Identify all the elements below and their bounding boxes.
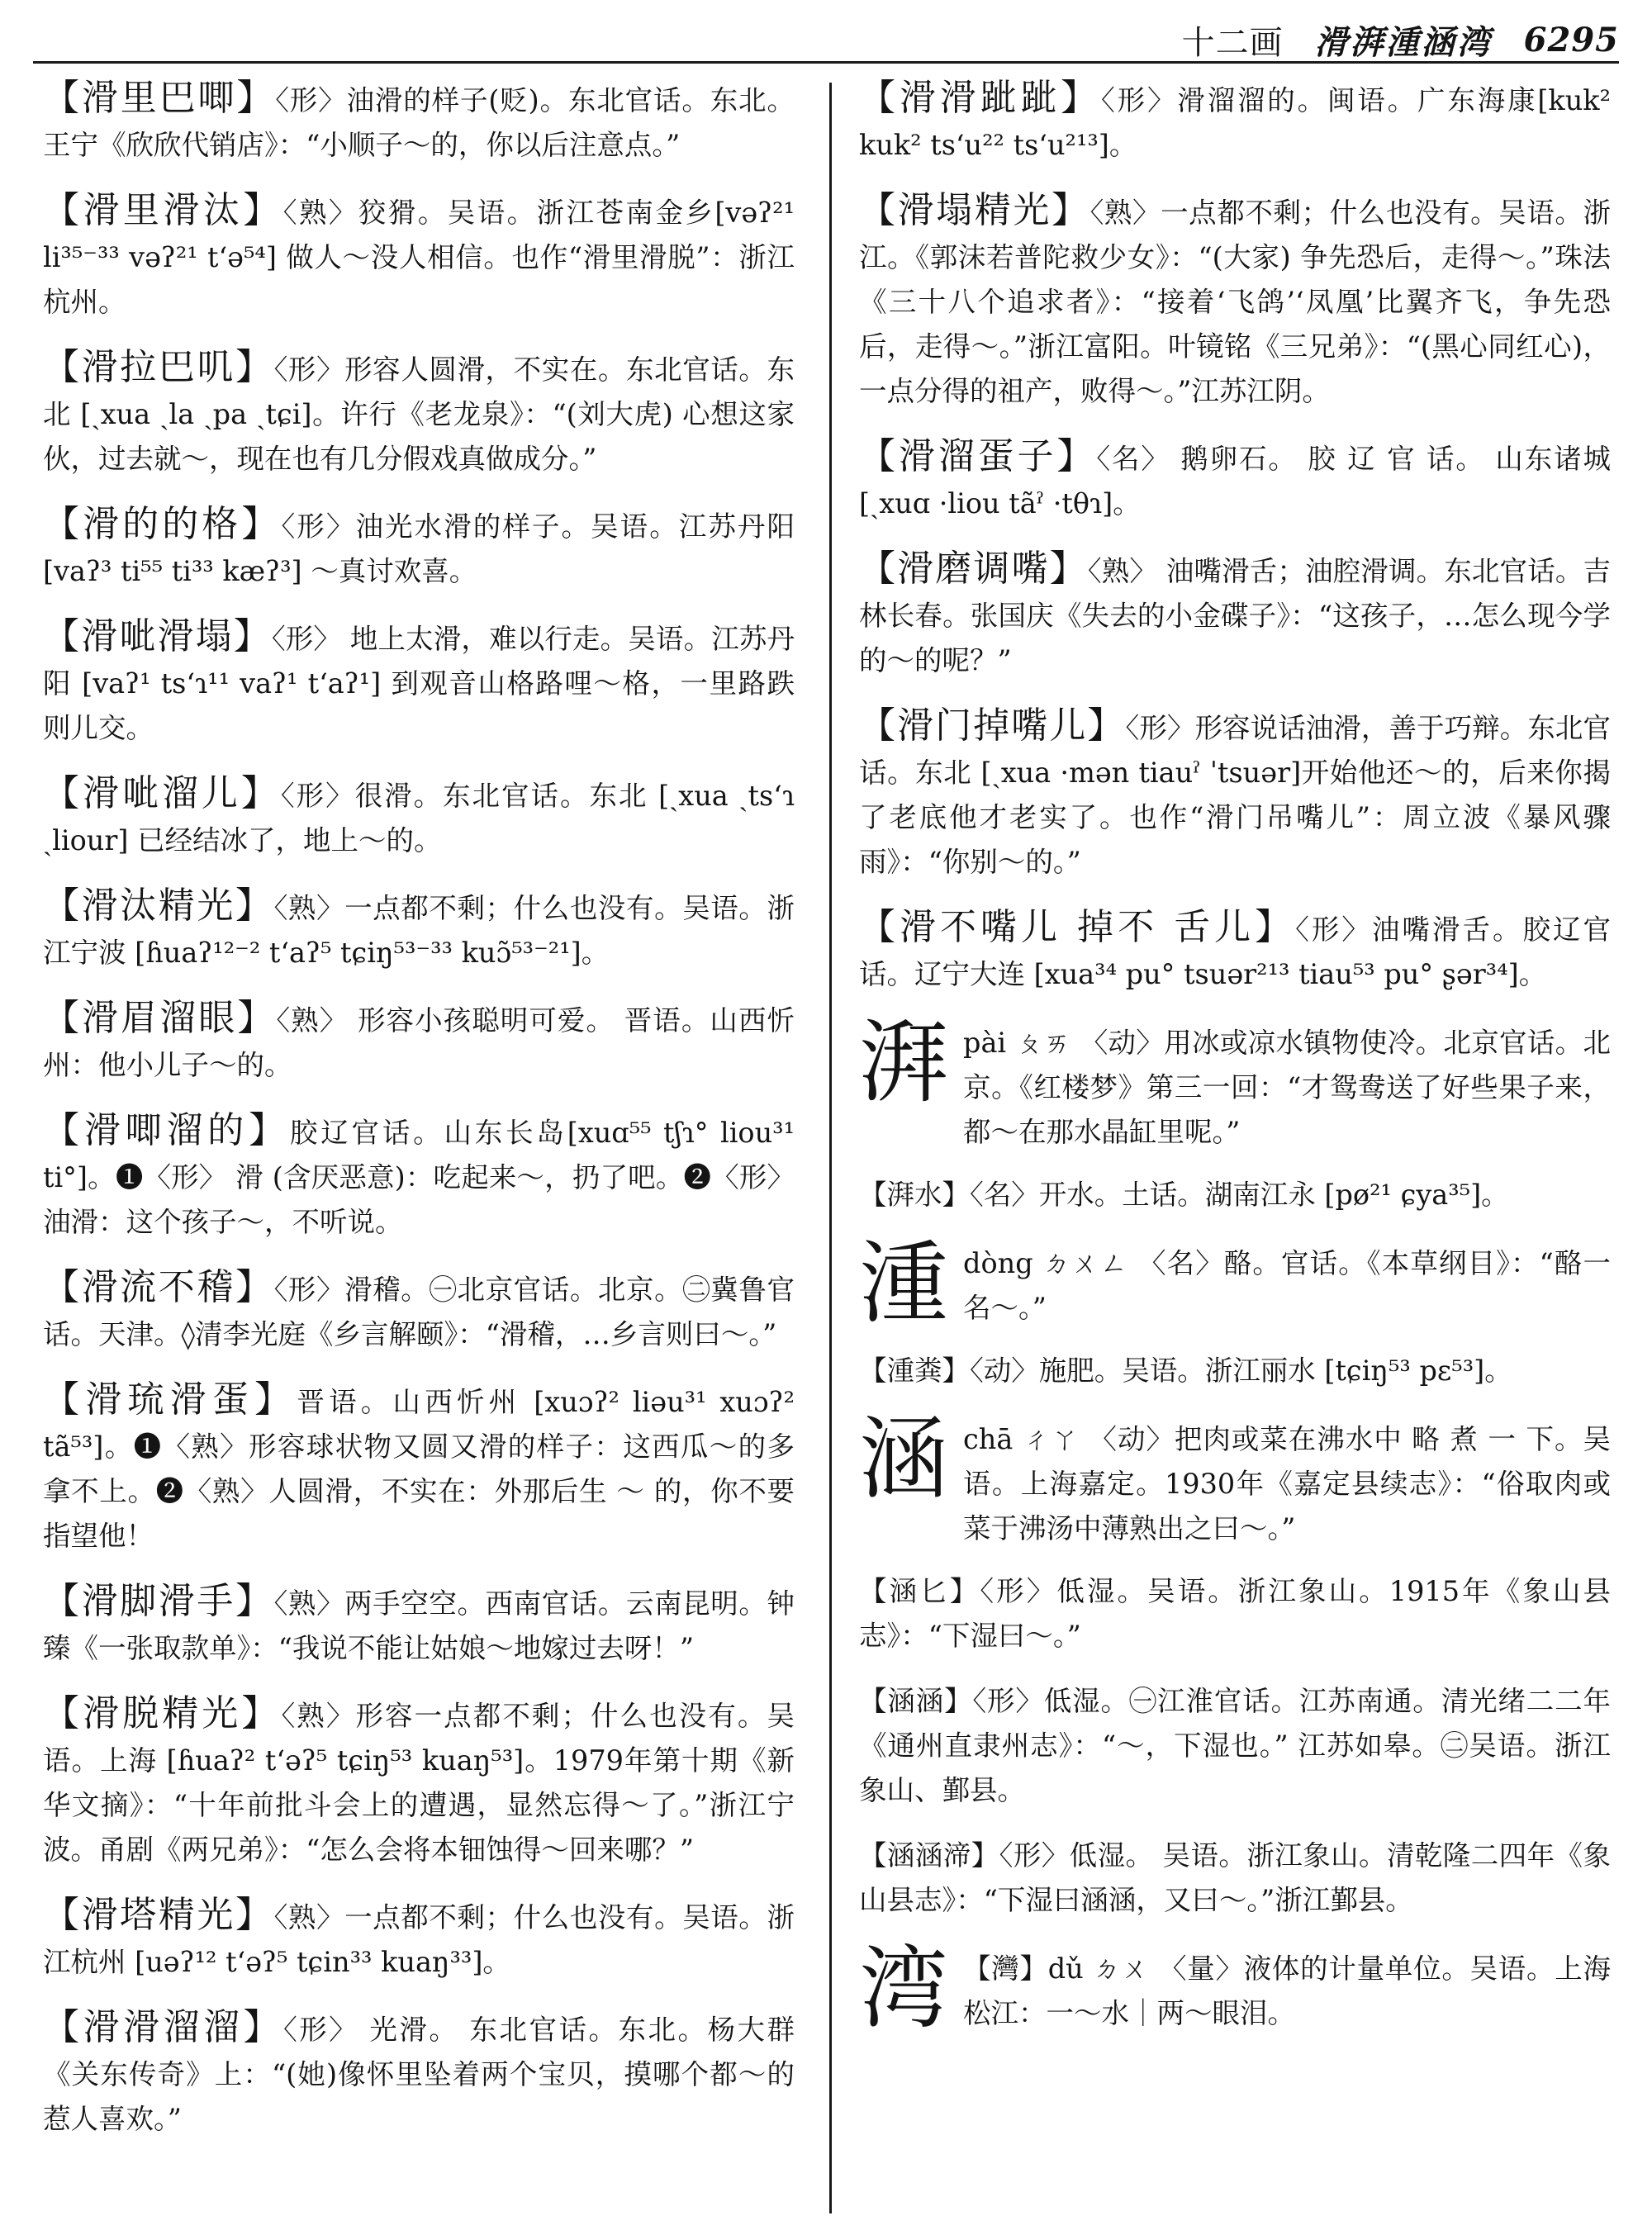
headword-character: 湩 [859, 1232, 949, 1336]
entry-definition: 【湃水】〈名〉开水。土话。湖南江永 [pø²¹ ɕya³⁵]。 [859, 1179, 1509, 1211]
header-characters: 滑湃湩涵湾 [1314, 22, 1493, 62]
dictionary-entry [43, 76, 795, 168]
dictionary-entry [859, 1569, 1611, 1658]
entry-definition: 〈名〉 鹅卵石。 胶 辽 官 话。 山东诸城 [ˏxuɑ ·liou tãˀ ·tθɿ]。 [859, 443, 1611, 520]
entry-headword: 【滑拉巴叽】 [43, 346, 274, 388]
entry-headword: 【滑滑跐跐】 [859, 77, 1102, 119]
entry-headword: 【滑脱精光】 [43, 1692, 282, 1734]
dictionary-entry [859, 76, 1611, 168]
entry-definition: 〈形〉滑稽。㊀北京官话。北京。㊁冀鲁官话。天津。◊清李光庭《乡言解颐》：“滑稽，…乡言则曰～。” [43, 1274, 795, 1350]
entry-definition: 〈形〉滑溜溜的。闽语。广东海康[kuk² kuk² tsʻu²² tsʻu²¹³]。 [859, 84, 1611, 161]
entry-definition: 〈形〉 光滑。 东北官话。东北。杨大群《关东传奇》上：“(她)像怀里坠着两个宝贝，摸哪个都～的惹人喜欢。” [43, 2014, 795, 2135]
dictionary-entry [859, 1679, 1611, 1813]
entry-headword: 【滑不嘴儿 掉不 舌儿】 [859, 906, 1296, 948]
character-entry [859, 1408, 1611, 1551]
dictionary-entry [43, 1378, 795, 1559]
dictionary-entry [859, 1173, 1611, 1217]
entry-headword: 【滑琉滑蛋】 [43, 1378, 297, 1421]
entry-headword: 【滑磨调嘴】 [859, 548, 1088, 590]
entry-definition: 【湩粪】〈动〉施肥。吴语。浙江丽水 [tɕiŋ⁵³ pɛ⁵³]。 [859, 1355, 1512, 1387]
entry-headword: 【滑里巴唧】 [43, 77, 276, 119]
entry-headword: 【滑脚滑手】 [43, 1580, 274, 1622]
entry-headword: 【滑滑溜溜】 [43, 2006, 283, 2048]
entry-definition: 【涵涵】〈形〉低湿。㊀江淮官话。江苏南通。清光绪二二年《通州直隶州志》：“～，下湿也。” 江苏如皋。㊁吴语。浙江象山、鄞县。 [859, 1685, 1611, 1806]
dictionary-entry [859, 905, 1611, 997]
entry-definition: 〈熟〉 形容小孩聪明可爱。 晋语。山西忻州：他小儿子～的。 [43, 1004, 795, 1081]
dictionary-entry [43, 884, 795, 975]
dictionary-entry [43, 1108, 795, 1245]
section-label: 十二画 [1181, 23, 1284, 62]
dictionary-entry [859, 547, 1611, 683]
entry-definition: 〈形〉油嘴滑舌。胶辽官话。辽宁大连 [xua³⁴ pu° tsuər²¹³ tiau⁵³ pu° ʂər³⁴]。 [859, 913, 1611, 990]
headword-character: 湃 [859, 1012, 949, 1115]
dictionary-entry [859, 434, 1611, 526]
entry-headword: 【滑汰精光】 [43, 885, 274, 927]
dictionary-entry [43, 1893, 795, 1985]
entry-headword: 【滑流不稽】 [43, 1266, 274, 1308]
entry-definition: 【涵涵渧】〈形〉低湿。 吴语。浙江象山。清乾隆二四年《象山县志》：“下湿曰涵涵，又曰～。”浙江鄞县。 [859, 1839, 1611, 1916]
entry-definition: 晋语。山西忻州 [xuɔʔ² liəu³¹ xuɔʔ² tã⁵³]。❶〈熟〉形容球状物又圆又滑的样子：这西瓜～的多拿不上。❷〈熟〉人圆滑，不实在：外那后生 ～ 的，你不要指望他！ [43, 1386, 795, 1552]
entry-definition: 〈形〉 地上太滑，难以行走。吴语。江苏丹阳 [vaʔ¹ tsʻɿ¹¹ vaʔ¹ tʻaʔ¹] 到观音山格路哩～格，一里路跌则儿交。 [43, 623, 795, 744]
entry-definition: 〈形〉形容说话油滑，善于巧辩。东北官话。东北 [ˏxua ·mən tiauˀ ˈtsuər]开始他还～的，后来你揭了老底他才老实了。也作“滑门吊嘴儿”：周立波《暴风骤雨》：“你别～的。” [859, 712, 1612, 878]
dictionary-entry [859, 188, 1611, 414]
entry-definition: 〈形〉油光水滑的样子。吴语。江苏丹阳[vaʔ³ ti⁵⁵ ti³³ kæʔ³] ～真讨欢喜。 [43, 510, 795, 587]
dictionary-entry [43, 771, 795, 863]
character-definition: chā ㄔㄚ 〈动〉把肉或菜在沸水中 略 煮 一 下。吴语。上海嘉定。1930年《嘉定县续志》：“俗取肉或菜于沸汤中薄熟出之曰～。” [963, 1423, 1611, 1544]
headword-character: 湾 [859, 1938, 949, 2041]
character-definition: pài ㄆㄞ 〈动〉用冰或凉水镇物使冷。北京官话。北京。《红楼梦》第三一回：“才鸳鸯送了好些果子来，都～在那水晶缸里呢。” [963, 1027, 1611, 1148]
left-column [43, 76, 795, 2162]
entry-headword: 【滑眉溜眼】 [43, 997, 277, 1039]
dictionary-entry [43, 345, 795, 482]
entry-definition: 〈熟〉 油嘴滑舌；油腔滑调。东北官话。吉林长春。张国庆《失去的小金碟子》：“这孩子，…怎么现今学的～的呢？” [859, 555, 1612, 676]
entry-headword: 【滑塌精光】 [859, 189, 1090, 231]
character-entry [859, 1232, 1611, 1336]
entry-headword: 【滑的的格】 [43, 503, 282, 545]
entry-definition: 〈熟〉两手空空。西南官话。云南昆明。钟臻《一张取款单》：“我说不能让姑娘～地嫁过去呀！” [43, 1587, 795, 1664]
entry-headword: 【滑门掉嘴儿】 [859, 705, 1126, 747]
dictionary-entry [43, 1265, 795, 1357]
dictionary-entry [43, 1691, 795, 1872]
dictionary-entry [859, 704, 1611, 885]
dictionary-entry [43, 614, 795, 751]
dictionary-entry [859, 1834, 1611, 1923]
entry-headword: 【滑里滑汰】 [43, 189, 283, 231]
entry-headword: 【滑呲溜儿】 [43, 772, 281, 814]
right-column [859, 76, 1611, 2054]
page-number: 6295 [1523, 20, 1619, 59]
character-entry [859, 1938, 1611, 2041]
entry-definition: 〈形〉形容人圆滑，不实在。东北官话。东北 [ˏxua ˏla ˏpa ˏtɕi]。许行《老龙泉》：“(刘大虎) 心想这家伙，过去就～，现在也有几分假戏真做成分。” [43, 353, 795, 475]
entry-definition: 〈熟〉一点都不剩；什么也没有。吴语。浙江宁波 [ɦuaʔ¹²⁻² tʻaʔ⁵ tɕiŋ⁵³⁻³³ kuɔ̃⁵³⁻²¹]。 [43, 892, 795, 969]
header-rule [33, 61, 1619, 64]
entry-definition: 【涵匕】〈形〉低湿。吴语。浙江象山。1915年《象山县志》：“下湿曰～。” [859, 1575, 1611, 1652]
entry-headword: 【滑塔精光】 [43, 1894, 274, 1936]
running-header [33, 15, 1619, 64]
entry-definition: 〈熟〉狡猾。吴语。浙江苍南金乡[vəʔ²¹ li³⁵⁻³³ vəʔ²¹ tʻə⁵⁴] 做人～没人相信。也作“滑里滑脱”：浙江杭州。 [43, 197, 795, 318]
dictionary-entry [859, 1349, 1611, 1393]
dictionary-entry [43, 2005, 795, 2142]
entry-definition: 胶辽官话。山东长岛[xuɑ⁵⁵ tʃɿ° liou³¹ ti°]。❶〈形〉 滑 (含厌恶意)：吃起来～，扔了吧。❷〈形〉油滑：这个孩子～，不听说。 [43, 1117, 795, 1238]
dictionary-entry [43, 188, 795, 325]
character-definition: dòng ㄉㄨㄥ 〈名〉酪。官话。《本草纲目》：“酪一名～。” [963, 1247, 1611, 1324]
entry-definition: 〈熟〉形容一点都不剩；什么也没有。吴语。上海 [ɦuaʔ² tʻəʔ⁵ tɕiŋ⁵³ kuaŋ⁵³]。1979年第十期《新华文摘》：“十年前批斗会上的遭遇，显然忘得～了。”浙江宁波。甬剧《两兄弟》：“怎么会将本钿蚀得～回来哪？” [43, 1700, 795, 1866]
entry-definition: 〈熟〉一点都不剩；什么也没有。吴语。浙江。《郭沫若普陀救少女》：“(大家) 争先恐后，走得～。”珠法《三十八个追求者》：“接着‘飞鸽’‘凤凰’比翼齐飞，争先恐后，走得～。”浙江富阳。叶镜铭《三兄弟》：“(黑心同红心)，一点分得的祖产，败得～。”江苏江阴。 [859, 197, 1611, 407]
entry-headword: 【滑呲滑塌】 [43, 615, 272, 657]
character-entry [859, 1012, 1611, 1155]
headword-character: 涵 [859, 1408, 949, 1511]
entry-definition: 〈熟〉一点都不剩；什么也没有。吴语。浙江杭州 [uəʔ¹² tʻəʔ⁵ tɕin³³ kuaŋ³³]。 [43, 1901, 795, 1978]
entry-definition: 〈形〉很滑。东北官话。东北 [ˏxua ˏtsʻɿ ˏliour] 已经结冰了，地上～的。 [43, 780, 795, 856]
dictionary-entry [43, 502, 795, 594]
entry-definition: 〈形〉油滑的样子(贬)。东北官话。东北。王宁《欣欣代销店》：“小顺子～的，你以后注意点。” [43, 84, 795, 161]
dictionary-entry [43, 1579, 795, 1671]
entry-headword: 【滑唧溜的】 [43, 1109, 290, 1151]
column-divider [829, 83, 832, 2213]
entry-headword: 【滑溜蛋子】 [859, 435, 1097, 477]
character-definition: 【灣】dǔ ㄉㄨ 〈量〉液体的计量单位。吴语。上海松江：一～水｜两～眼泪。 [963, 1952, 1611, 2029]
dictionary-entry [43, 996, 795, 1088]
